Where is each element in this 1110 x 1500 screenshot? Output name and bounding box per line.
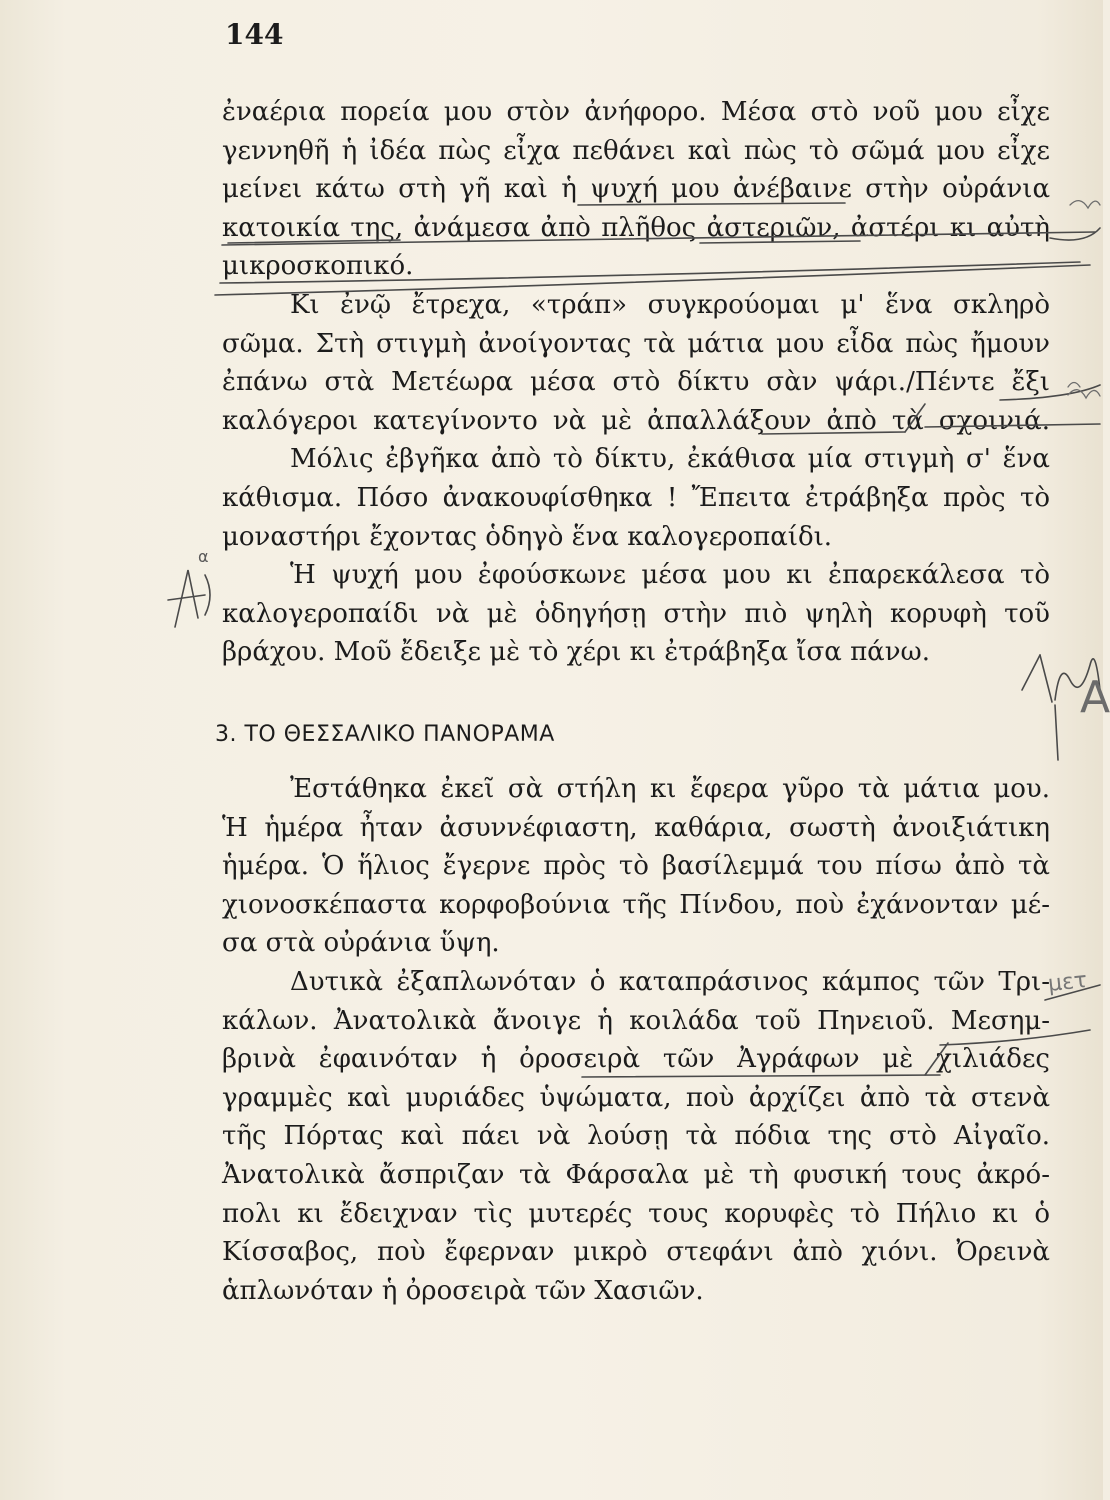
section-2-text xyxy=(222,770,1050,1310)
text-line: βράχου. Μοῦ ἔδειξε μὲ τὸ χέρι κι ἐτράβηξα ἴσα πάνω. xyxy=(222,637,930,668)
margin-scribble xyxy=(1068,390,1100,398)
text-line: σῶμα. Στὴ στιγμὴ ἀνοίγοντας τὰ μάτια μου εἶδα πὼς ἤμουν xyxy=(222,328,1050,359)
margin-note-b: α xyxy=(198,547,209,566)
margin-letter-mark xyxy=(205,575,210,615)
text-line: καλογεροπαίδι νὰ μὲ ὁδηγήσῃ στὴν πιὸ ψηλὴ κορυφὴ τοῦ xyxy=(222,598,1050,629)
margin-scribble xyxy=(1070,201,1100,208)
text-line: γραμμὲς καὶ μυριάδες ὑψώματα, ποὺ ἀρχίζει ἀπὸ τὰ στενὰ xyxy=(222,1082,1050,1113)
text-line: καλόγεροι κατεγίνοντο νὰ μὲ ἀπαλλάξουν ἀπὸ τὰ σχοινιά. xyxy=(222,405,1050,436)
text-line: σα στὰ οὐράνια ὕψη. xyxy=(222,928,500,959)
text-line: Κίσσαβος, ποὺ ἔφερναν μικρὸ στεφάνι ἀπὸ χιόνι. Ὀρεινὰ xyxy=(222,1237,1050,1268)
text-line: κάθισμα. Πόσο ἀνακουφίσθηκα ! Ἔπειτα ἐτράβηξα πρὸς τὸ xyxy=(222,482,1050,513)
text-line: Ἡ ψυχή μου ἐφούσκωνε μέσα μου κι ἐπαρεκάλεσα τὸ xyxy=(290,560,1050,591)
page-number: 144 xyxy=(225,18,284,51)
text-line: ἐπάνω στὰ Μετέωρα μέσα στὸ δίκτυ σὰν ψάρι./Πέντε ἔξι xyxy=(222,367,1050,398)
bracket-mark xyxy=(1055,705,1058,760)
margin-letter-mark xyxy=(175,570,198,627)
text-line: Ἡ ἡμέρα ἦταν ἀσυννέφιαστη, καθάρια, σωστὴ ἀνοιξιάτικη xyxy=(222,812,1050,843)
text-line: μοναστήρι ἔχοντας ὁδηγὸ ἕνα καλογεροπαίδι. xyxy=(222,521,833,552)
text-line: πολι κι ἔδειχναν τὶς μυτερές τους κορυφὲς τὸ Πήλιο κι ὁ xyxy=(222,1198,1050,1229)
text-line: γεννηθῆ ἡ ἰδέα πὼς εἶχα πεθάνει καὶ πὼς τὸ σῶμά μου εἶχε xyxy=(222,135,1050,166)
text-line: μείνει κάτω στὴ γῆ καὶ ἡ ψυχή μου ἀνέβαινε στὴν οὐράνια xyxy=(222,174,1050,205)
text-line: Ἀνατολικὰ ἄσπριζαν τὰ Φάρσαλα μὲ τὴ φυσική τους ἀκρό- xyxy=(222,1159,1050,1190)
text-line: κατοικία της, ἀνάμεσα ἀπὸ πλῆθος ἀστεριῶν, ἀστέρι κι αὐτὴ xyxy=(222,212,1050,243)
section-1-text xyxy=(222,93,1050,672)
text-line: Μόλις ἐβγῆκα ἀπὸ τὸ δίκτυ, ἐκάθισα μία στιγμὴ σ' ἕνα xyxy=(290,444,1050,475)
margin-letter-mark xyxy=(168,595,205,600)
text-line: χιονοσκέπαστα κορφοβούνια τῆς Πίνδου, ποὺ ἐχάνονταν μέ- xyxy=(222,889,1050,920)
text-line: Δυτικὰ ἐξαπλωνόταν ὁ καταπράσινος κάμπος τῶν Τρι- xyxy=(290,966,1050,997)
text-line: κάλων. Ἀνατολικὰ ἄνοιγε ἡ κοιλάδα τοῦ Πηνειοῦ. Μεσημ- xyxy=(222,1005,1050,1036)
margin-note-c: μετ xyxy=(1046,968,1089,997)
text-line: τῆς Πόρτας καὶ πάει νὰ λούσῃ τὰ πόδια της στὸ Αἰγαῖο. xyxy=(222,1121,1050,1152)
text-line: μικροσκοπικό. xyxy=(222,251,414,282)
margin-scribble xyxy=(1068,383,1080,388)
margin-note-a: Α xyxy=(1080,672,1110,723)
bracket-mark xyxy=(1050,228,1100,240)
section-heading: 3. ΤΟ ΘΕΣΣΑΛΙΚΟ ΠΑΝΟΡΑΜΑ xyxy=(215,722,555,747)
text-line: βρινὰ ἐφαινόταν ἡ ὀροσειρὰ τῶν Ἀγράφων μὲ χιλιάδες xyxy=(222,1044,1050,1075)
text-line: Ἐστάθηκα ἐκεῖ σὰ στήλη κι ἔφερα γῦρο τὰ μάτια μου. xyxy=(290,774,1050,804)
text-line: Κι ἐνῷ ἔτρεχα, «τράπ» συγκρούομαι μ' ἕνα σκληρὸ xyxy=(290,289,1050,320)
text-line: ἡμέρα. Ὁ ἥλιος ἔγερνε πρὸς τὸ βασίλεμμά του πίσω ἀπὸ τὰ xyxy=(222,851,1050,882)
text-line: ἁπλωνόταν ἡ ὀροσειρὰ τῶν Χασιῶν. xyxy=(222,1275,704,1306)
text-line: ἐναέρια πορεία μου στὸν ἀνήφορο. Μέσα στὸ νοῦ μου εἶχε xyxy=(222,97,1050,127)
